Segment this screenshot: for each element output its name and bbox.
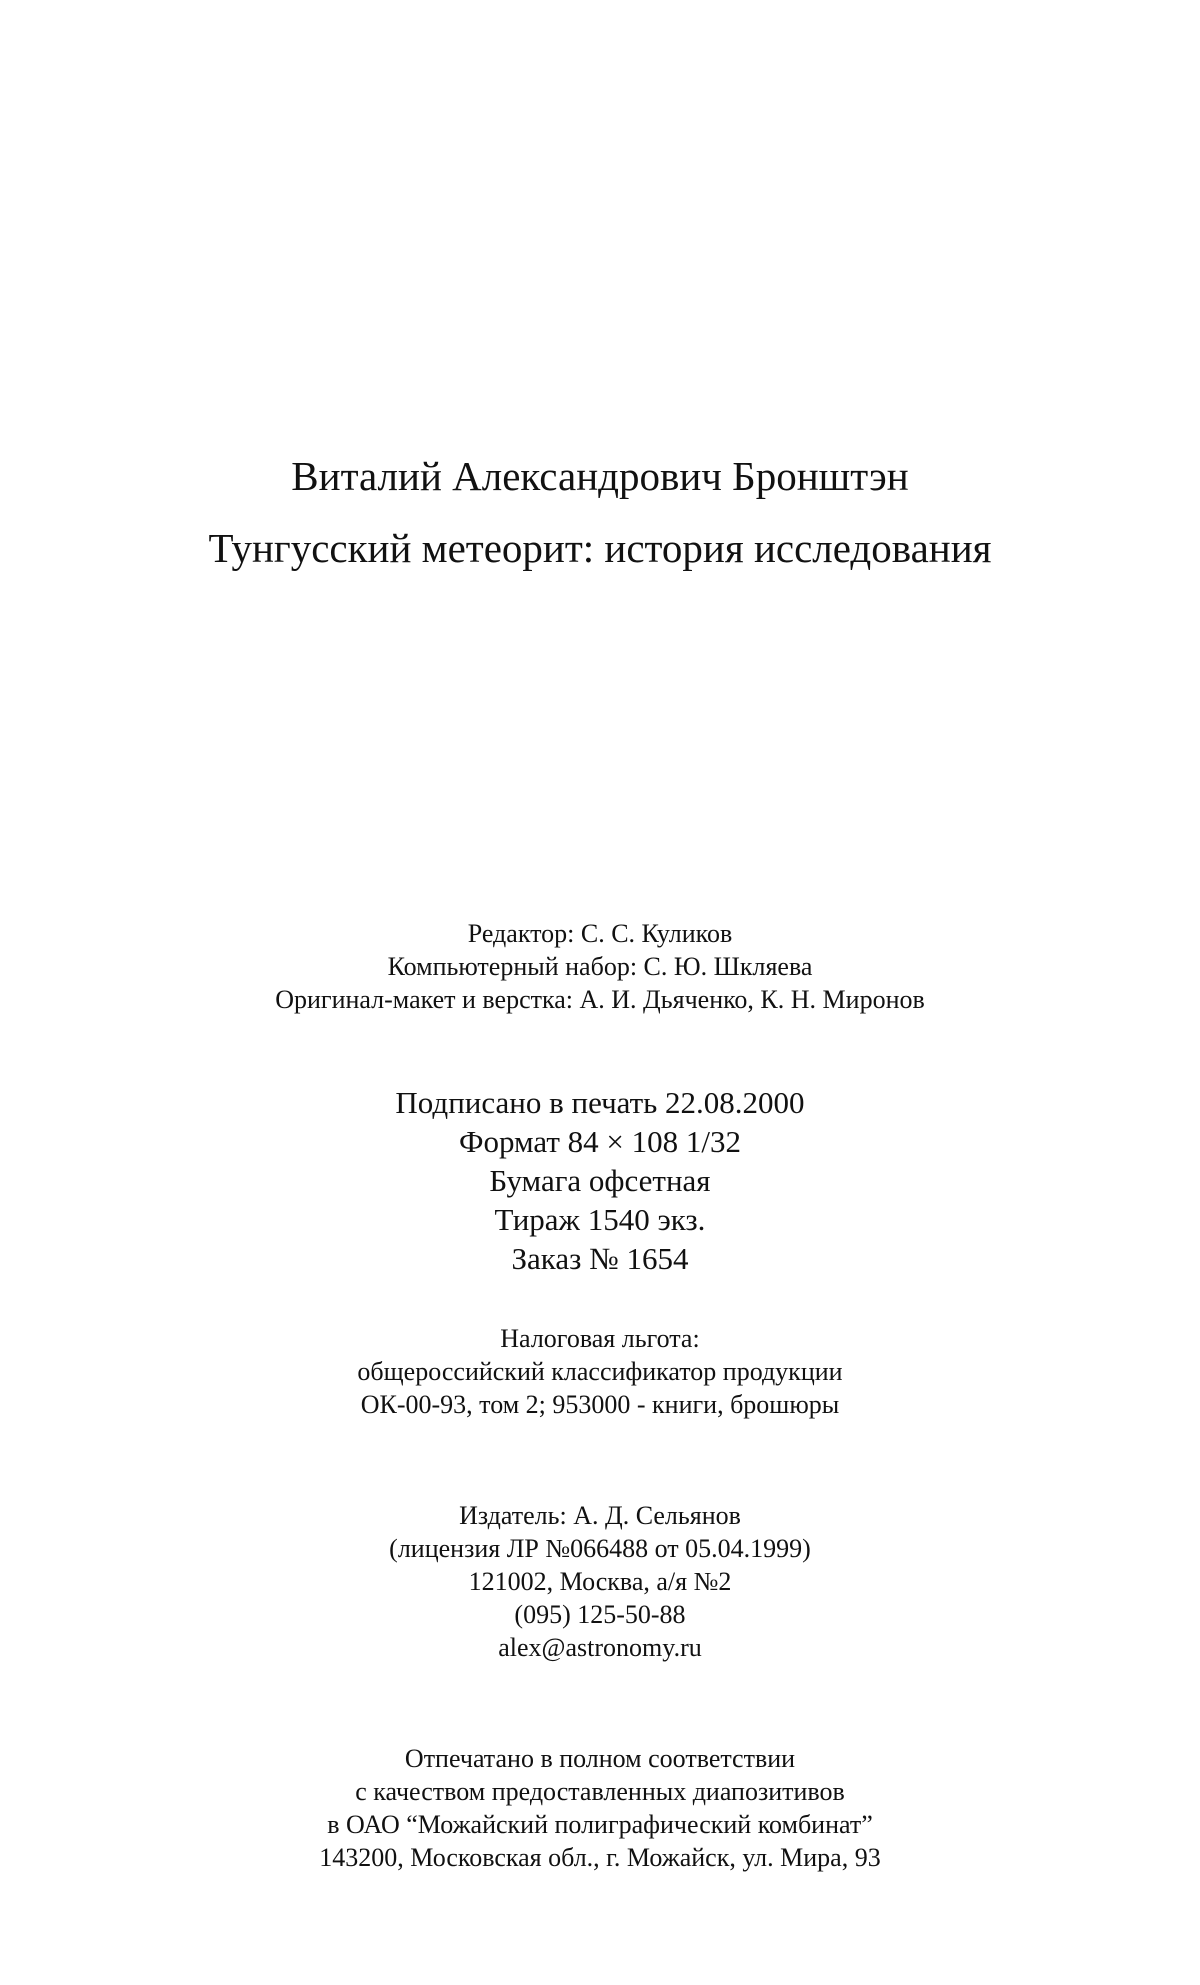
editor-credit: Редактор: С. С. Куликов (467, 919, 733, 948)
tax-classifier: общероссийский классификатор продукции (357, 1357, 843, 1386)
publisher-address: 121002, Москва, а/я №2 (468, 1567, 732, 1596)
printer-line-2: с качеством предоставленных диапозитивов (355, 1777, 845, 1806)
author-name: Виталий Александрович Бронштэн (291, 453, 909, 499)
printer-block (0, 1742, 1200, 1874)
layout-credit: Оригинал-макет и верстка: А. И. Дьяченко, К. Н. Миронов (275, 985, 925, 1014)
page-format: Формат 84 × 108 1/32 (458, 1124, 742, 1159)
printer-line-1: Отпечатано в полном соответствии (404, 1744, 796, 1773)
publisher-email: alex@astronomy.ru (498, 1633, 702, 1662)
publisher-license: (лицензия ЛР №066488 от 05.04.1999) (389, 1534, 811, 1563)
publisher-block (0, 1499, 1200, 1664)
title-block (0, 440, 1200, 584)
publisher-name: Издатель: А. Д. Сельянов (459, 1501, 741, 1530)
tax-heading: Налоговая льгота: (500, 1324, 700, 1353)
tax-code: ОК-00-93, том 2; 953000 - книги, брошюры (360, 1390, 840, 1419)
credits-block (0, 917, 1200, 1016)
tax-block (0, 1322, 1200, 1421)
printer-line-4: 143200, Московская обл., г. Можайск, ул. Мира, 93 (319, 1843, 881, 1872)
signed-date: Подписано в печать 22.08.2000 (395, 1085, 805, 1120)
print-info-block (0, 1083, 1200, 1278)
book-title: Тунгусский метеорит: история исследования (208, 525, 992, 571)
printer-line-3: в ОАО “Можайский полиграфический комбинат” (327, 1810, 873, 1839)
order-number: Заказ № 1654 (511, 1241, 689, 1276)
paper-type: Бумага офсетная (489, 1163, 711, 1198)
print-run: Тираж 1540 экз. (494, 1202, 706, 1237)
publisher-phone: (095) 125-50-88 (514, 1600, 686, 1629)
typesetting-credit: Компьютерный набор: С. Ю. Шкляева (387, 952, 813, 981)
